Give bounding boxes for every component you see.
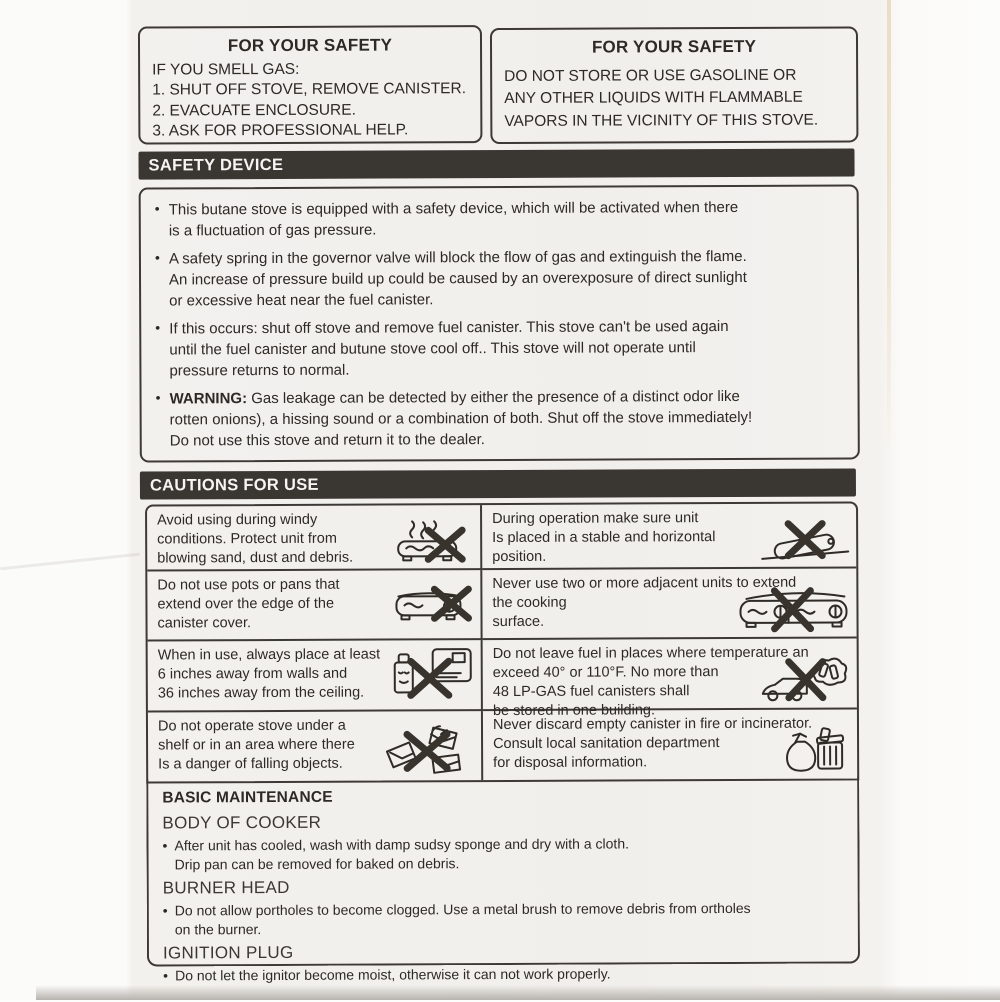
- tilted-canister-crossed-icon: [758, 518, 850, 562]
- caution-cell-windy: Avoid using during windy conditions. Protect unit from blowing sand, dust and debris.: [147, 505, 482, 571]
- car-canisters-crossed-icon: [759, 655, 851, 703]
- caution-cell-stable-position: During operation make sure unit Is placed in a stable and horizontal position.: [482, 503, 856, 570]
- bullet-text: If this occurs: shut off stove and remove fuel canister. This stove can't be used again until the fuel canister and butune stove cool off.. This stove will not operate until pressure returns to normal.: [169, 318, 729, 380]
- adjacent-stoves-crossed-icon: [736, 586, 850, 632]
- safety-box-title: FOR YOUR SAFETY: [227, 35, 393, 56]
- bullet-dot: •: [154, 249, 160, 266]
- caution-cell-fuel-storage: Do not leave fuel in places where temperature an exceed 40° or 110°F. No more than 48 LP-GAS fuel canisters shall be stored in one building.: [483, 638, 857, 711]
- safety-device-bullet: [155, 316, 843, 382]
- bullet-dot: •: [162, 837, 168, 854]
- maintenance-bullet: • Do not allow portholes to become clogged. Use a metal brush to remove debris from ortholes on the burner.: [162, 899, 751, 938]
- bullet-dot: •: [154, 200, 160, 217]
- stove-crossed-icon: [392, 584, 474, 626]
- safety-box-line: 2. EVACUATE ENCLOSURE.: [152, 101, 356, 120]
- bullet-dot: •: [155, 389, 161, 406]
- section-header-cautions: [140, 468, 856, 499]
- trash-disposal-icon: [773, 724, 851, 774]
- safety-box-line: IF YOU SMELL GAS:: [152, 60, 300, 79]
- safety-box-smell-gas: [138, 25, 483, 144]
- safety-device-list: [141, 196, 858, 451]
- safety-box-line: DO NOT STORE OR USE GASOLINE OR: [504, 66, 797, 85]
- safety-box-title: FOR YOUR SAFETY: [591, 36, 757, 57]
- maintenance-bullet: • Do not let the ignitor become moist, otherwise it can not work properly.: [163, 965, 611, 984]
- bullet-text: A safety spring in the governor valve will block the flow of gas and extinguish the flame. An increase of pressure build up could be caused by an overexposure of direct sunlight or excessive heat near the fuel canister.: [168, 247, 747, 310]
- bullet-text: This butane stove is equipped with a safety device, which will be activated when there is a fluctuation of gas pressure.: [168, 198, 739, 240]
- safety-box-line: VAPORS IN THE VICINITY OF THIS STOVE.: [504, 111, 819, 130]
- maintenance-title: BASIC MAINTENANCE: [162, 788, 333, 807]
- safety-device-bullet-warning: [156, 386, 844, 452]
- safety-device-bullet: [155, 197, 843, 242]
- safety-box-gasoline: [490, 26, 859, 144]
- safety-box-line: ANY OTHER LIQUIDS WITH FLAMMABLE: [504, 89, 803, 108]
- stove-wind-crossed-icon: [394, 514, 474, 564]
- caution-cell-pots-pans: Do not use pots or pans that extend over the edge of the canister cover.: [147, 570, 482, 641]
- canister-shelf-crossed-icon: [385, 645, 475, 701]
- caution-cell-disposal: Never discard empty canister in fire or incinerator. Consult local sanitation department for disposal information.: [483, 709, 857, 780]
- bullet-dot: •: [155, 319, 161, 336]
- bullet-text: WARNING: Gas leakage can be detected by either the presence of a distinct odor like rotten onions), a hissing sound or a combination of both. Shut off the stove immediately! Do not use this stove and return it to the dealer.: [169, 387, 753, 450]
- maintenance-heading-burner: BURNER HEAD: [162, 877, 290, 898]
- caution-cell-adjacent-units: Never use two or more adjacent units to extend the cooking surface.: [482, 568, 856, 640]
- bullet-dot: •: [162, 902, 168, 919]
- safety-device-box: [139, 184, 860, 462]
- maintenance-heading-body: BODY OF COOKER: [162, 812, 322, 833]
- bullet-dot: •: [163, 967, 169, 984]
- caution-cell-distance: When in use, always place at least 6 inches away from walls and 36 inches away from the ceiling.: [148, 640, 483, 712]
- section-header-safety-device: [138, 148, 854, 179]
- maintenance-box: [146, 776, 860, 984]
- safety-box-line: 1. SHUT OFF STOVE, REMOVE CANISTER.: [152, 80, 467, 99]
- safety-device-bullet: [155, 246, 843, 312]
- caution-cell-falling-objects: Do not operate stove under a shelf or in an area where there Is a danger of falling objects.: [148, 711, 483, 781]
- photo-bottom-shadow: [36, 985, 1000, 1000]
- maintenance-heading-ignition: IGNITION PLUG: [162, 942, 294, 963]
- falling-objects-crossed-icon: [381, 724, 475, 776]
- safety-box-line: 3. ASK FOR PROFESSIONAL HELP.: [152, 121, 409, 140]
- section-header-label: SAFETY DEVICE: [148, 155, 284, 175]
- section-header-label: CAUTIONS FOR USE: [149, 475, 319, 495]
- cautions-table: [145, 501, 859, 783]
- maintenance-bullet: • After unit has cooled, wash with damp sudsy sponge and dry with a cloth. Drip pan can be removed for baked on debris.: [162, 835, 630, 873]
